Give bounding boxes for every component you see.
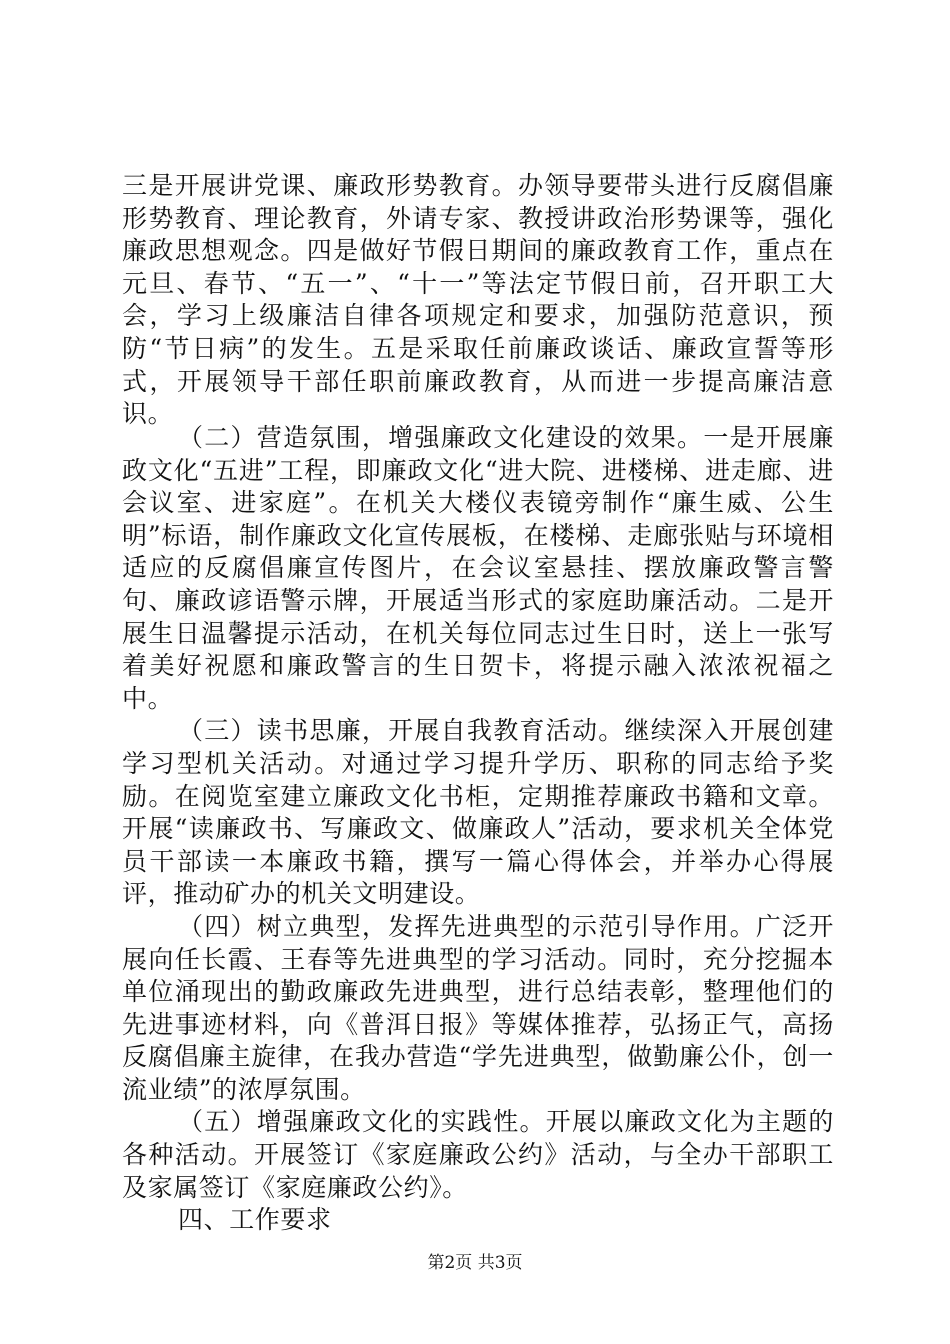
paragraph-reading: （三）读书思廉，开展自我教育活动。继续深入开展创建学习型机关活动。对通过学习提升学历、职称的同志给予奖励。在阅览室建立廉政文化书柜，定期推荐廉政书籍和文章。开展“读廉政书、写廉政文、做廉政人”活动，要求机关全体党员干部读一本廉政书籍，撰写一篇心得体会，并举办心得展评，推动矿办的机关文明建设。: [122, 716, 834, 909]
paragraph-group-1: [122, 170, 834, 431]
paragraph-role-models: （四）树立典型，发挥先进典型的示范引导作用。广泛开展向任长霞、王春等先进典型的学习活动。同时，充分挖掘本单位涌现出的勤政廉政先进典型，进行总结表彰，整理他们的先进事迹材料，向《普洱日报》等媒体推荐，弘扬正气，高扬反腐倡廉主旋律，在我办营造“学先进典型，做勤廉公仆，创一流业绩”的浓厚氛围。: [122, 911, 834, 1104]
page-footer: 第2页 共3页: [427, 1253, 523, 1273]
paragraph-practice: （五）增强廉政文化的实践性。开展以廉政文化为主题的各种活动。开展签订《家庭廉政公约》活动，与全办干部职工及家属签订《家庭廉政公约》。: [122, 1107, 834, 1202]
paragraph-group-2: [122, 422, 834, 1237]
section-heading-requirements: 四、工作要求: [178, 1205, 332, 1235]
paragraph-atmosphere: （二）营造氛围，增强廉政文化建设的效果。一是开展廉政文化“五进”工程，即廉政文化“进大院、进楼梯、进走廊、进会议室、进家庭”。在机关大楼仪表镜旁制作“廉生威、公生明”标语，制作廉政文化宣传展板，在楼梯、走廊张贴与环境相适应的反腐倡廉宣传图片，在会议室悬挂、摆放廉政警言警句、廉政谚语警示牌，开展适当形式的家庭助廉活动。二是开展生日温馨提示活动，在机关每位同志过生日时，送上一张写着美好祝愿和廉政警言的生日贺卡，将提示融入浓浓祝福之中。: [122, 423, 834, 713]
paragraph-education-forms: 三是开展讲党课、廉政形势教育。办领导要带头进行反腐倡廉形势教育、理论教育，外请专家、教授讲政治形势课等，强化廉政思想观念。四是做好节假日期间的廉政教育工作，重点在元旦、春节、“五一”、“十一”等法定节假日前，召开职工大会，学习上级廉洁自律各项规定和要求，加强防范意识，预防“节日病”的发生。五是采取任前廉政谈话、廉政宣誓等形式，开展领导干部任职前廉政教育，从而进一步提高廉洁意识。: [122, 171, 834, 429]
